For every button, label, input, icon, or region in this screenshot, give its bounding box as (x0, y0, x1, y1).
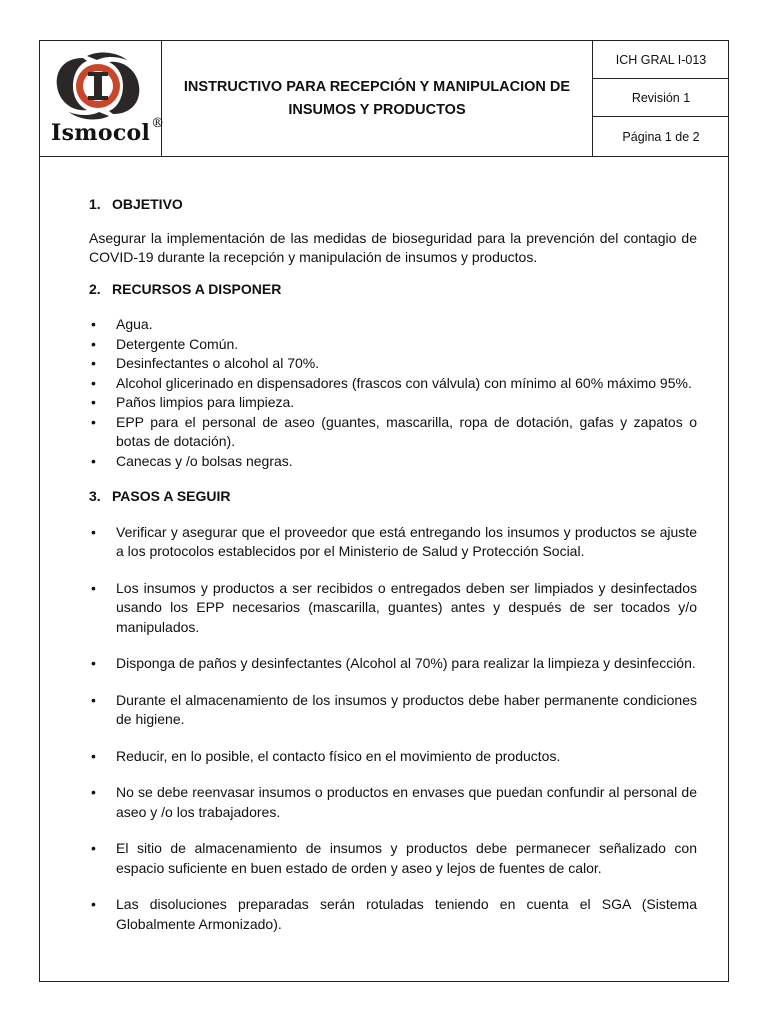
bullet-icon: • (91, 655, 96, 671)
list-item: • Paños limpios para limpieza. (89, 393, 697, 413)
list-item: • Los insumos y productos a ser recibidos o entregados deben ser limpiados y desinfectados usando los EPP necesarios (mascarilla, guantes) antes y después de ser tocados y/o manipulados. (91, 579, 697, 635)
page-number: Página 1 de 2 (622, 129, 700, 144)
list-item: • Detergente Común. (89, 335, 697, 355)
document-body (89, 195, 697, 934)
recursos-list (89, 315, 697, 471)
document-title: INSTRUCTIVO PARA RECEPCIÓN Y MANIPULACION DE INSUMOS Y PRODUCTOS (183, 78, 571, 118)
bullet-icon: • (91, 355, 96, 371)
list-item: • Reducir, en lo posible, el contacto físico en el movimiento de productos. (89, 747, 697, 767)
logo-wordmark (51, 116, 165, 146)
bullet-icon: • (91, 840, 96, 856)
document-revision: Revisión 1 (593, 79, 729, 117)
document-page (39, 40, 729, 982)
document-header (40, 41, 728, 157)
document-code: ICH GRAL I-013 (593, 41, 729, 79)
bullet-icon: • (91, 747, 96, 764)
list-item: • Las disoluciones preparadas serán rotuladas teniendo en cuenta el SGA (Sistema Globalmente Armonizado). (91, 896, 697, 932)
section-title: RECURSOS A DISPONER (112, 280, 282, 297)
bullet-icon: • (91, 691, 96, 708)
section-number: 2. (89, 280, 101, 297)
list-item: • Disponga de paños y desinfectantes (Alcohol al 70%) para realizar la limpieza y desinfección. (89, 654, 697, 674)
list-item: • Agua. (89, 315, 697, 335)
pasos-list (89, 523, 697, 935)
objetivo-paragraph: Asegurar la implementación de las medidas de bioseguridad para la prevención del contagio de COVID-19 durante la recepción y manipulación de insumos y productos. (89, 229, 697, 265)
bullet-icon: • (91, 896, 96, 912)
section-heading-pasos (89, 487, 697, 507)
title-cell (162, 41, 593, 156)
company-logo (40, 41, 165, 156)
bullet-icon: • (91, 579, 96, 596)
bullet-icon: • (91, 394, 96, 410)
list-item: • Verificar y asegurar que el proveedor que está entregando los insumos y productos se ajuste a los protocolos establecidos por el Ministerio de Salud y Protección Social. (91, 523, 697, 559)
list-item: • El sitio de almacenamiento de insumos y productos debe permanecer señalizado con espacio suficiente en buen estado de orden y aseo y lejos de fuentes de calor. (91, 840, 697, 876)
list-item: • Canecas y /o bolsas negras. (89, 452, 697, 472)
section-number: 1. (89, 196, 101, 212)
section-heading-objetivo (89, 195, 697, 215)
bullet-icon: • (91, 452, 96, 469)
document-meta (593, 41, 729, 156)
bullet-icon: • (91, 784, 96, 800)
list-item: • No se debe reenvasar insumos o productos en envases que puedan confundir al personal de aseo y /o los trabajadores. (91, 784, 697, 820)
logo-name: Ismocol (51, 120, 151, 146)
bullet-icon: • (91, 523, 96, 540)
section-number: 3. (89, 488, 101, 504)
list-item: • EPP para el personal de aseo (guantes, mascarilla, ropa de dotación, gafas y zapatos o botas de dotación). (91, 413, 697, 449)
list-item: • Durante el almacenamiento de los insumos y productos debe haber permanente condiciones de higiene. (91, 691, 697, 727)
list-item: • Alcohol glicerinado en dispensadores (frascos con válvula) con mínimo al 60% máximo 95%. (89, 374, 697, 394)
bullet-icon: • (91, 413, 96, 430)
ismocol-logo-icon (53, 50, 143, 122)
registered-mark: ® (151, 116, 165, 131)
section-heading-recursos (89, 280, 697, 300)
section-title: OBJETIVO (112, 196, 183, 212)
bullet-icon: • (91, 316, 96, 332)
section-title: PASOS A SEGUIR (112, 488, 231, 504)
bullet-icon: • (91, 335, 96, 352)
list-item: • Desinfectantes o alcohol al 70%. (89, 354, 697, 374)
bullet-icon: • (91, 374, 96, 391)
